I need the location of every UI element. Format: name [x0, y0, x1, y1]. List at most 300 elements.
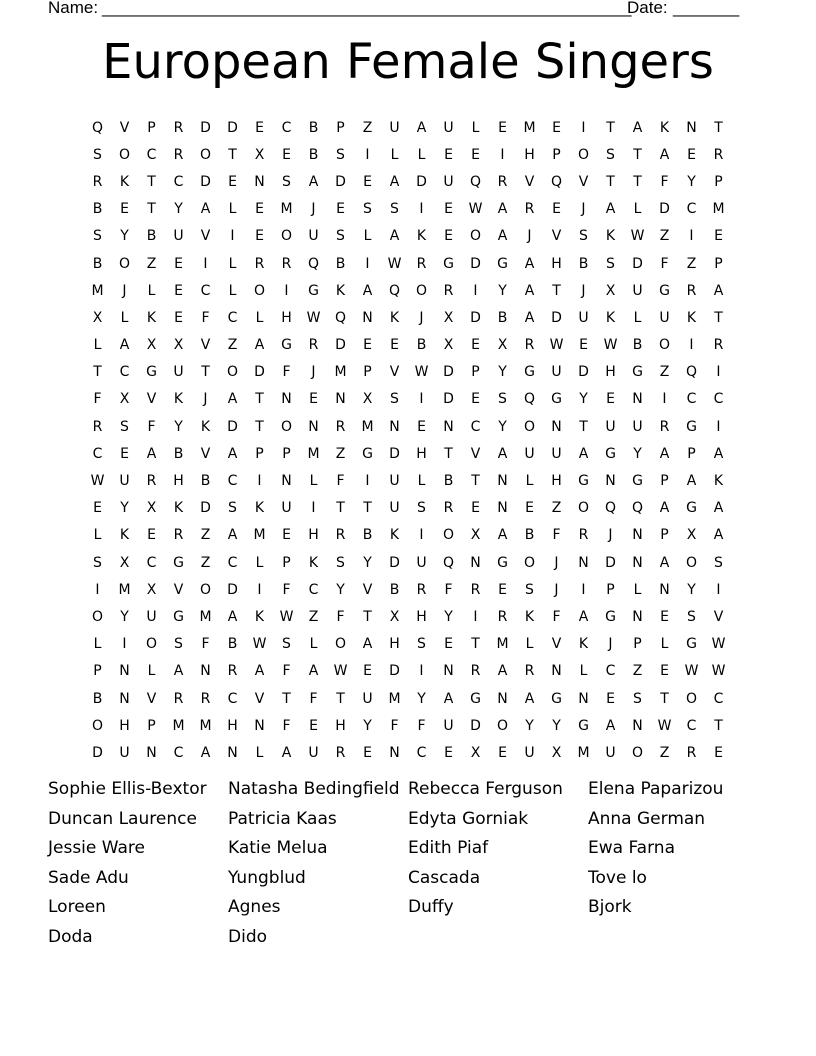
grid-letter: Y [120, 608, 129, 625]
grid-letter: N [497, 500, 508, 517]
grid-letter: J [608, 636, 613, 653]
grid-letter: S [228, 500, 237, 517]
grid-letter: O [577, 500, 590, 517]
grid-letter: E [255, 228, 264, 245]
grid-letter: F [417, 717, 426, 734]
grid-row [84, 522, 732, 549]
grid-letter: T [714, 309, 723, 326]
grid-letter: A [524, 690, 535, 707]
word-list-item: Loreen [48, 897, 106, 918]
grid-letter: T [363, 608, 372, 625]
grid-letter: R [146, 473, 157, 490]
grid-letter: U [119, 473, 130, 490]
grid-letter: E [525, 500, 534, 517]
grid-letter: Z [146, 255, 157, 272]
grid-letter: E [687, 146, 696, 163]
grid-letter: U [605, 418, 616, 435]
grid-letter: Y [498, 364, 507, 381]
grid-letter: T [471, 473, 480, 490]
grid-letter: C [173, 744, 184, 761]
grid-letter: E [660, 608, 669, 625]
grid-letter: S [687, 608, 696, 625]
grid-letter: V [173, 581, 184, 598]
grid-letter: H [119, 717, 130, 734]
grid-letter: L [390, 146, 399, 163]
grid-row [84, 304, 732, 331]
grid-letter: N [389, 418, 400, 435]
grid-letter: L [633, 581, 642, 598]
grid-letter: E [579, 337, 588, 354]
grid-letter: Q [388, 282, 401, 299]
grid-letter: N [119, 663, 130, 680]
grid-letter: W [387, 255, 402, 272]
grid-letter: R [173, 690, 184, 707]
grid-letter: S [714, 554, 723, 571]
grid-letter: A [578, 608, 589, 625]
grid-letter: F [660, 255, 669, 272]
grid-letter: T [336, 500, 345, 517]
grid-letter: E [660, 663, 669, 680]
grid-letter: Y [120, 228, 129, 245]
grid-letter: U [281, 500, 292, 517]
grid-letter: N [119, 690, 130, 707]
grid-letter: K [335, 282, 346, 299]
grid-letter: N [335, 391, 346, 408]
grid-letter: L [309, 636, 318, 653]
grid-letter: U [389, 500, 400, 517]
grid-letter: Q [469, 173, 482, 190]
grid-letter: I [581, 581, 586, 598]
grid-letter: X [146, 337, 157, 354]
grid-letter: T [255, 418, 264, 435]
grid-letter: N [254, 717, 265, 734]
grid-letter: A [389, 173, 400, 190]
grid-letter: A [416, 119, 427, 136]
grid-letter: N [281, 391, 292, 408]
grid-letter: A [497, 228, 508, 245]
grid-letter: D [632, 255, 643, 272]
grid-letter: J [527, 228, 532, 245]
grid-letter: M [253, 527, 266, 544]
page-title: European Female Singers [102, 34, 714, 90]
grid-letter: T [363, 500, 372, 517]
grid-letter: T [147, 173, 156, 190]
name-label: Name: [48, 0, 99, 17]
grid-letter: L [471, 119, 480, 136]
grid-letter: A [497, 663, 508, 680]
grid-letter: U [659, 309, 670, 326]
grid-letter: L [660, 636, 669, 653]
grid-letter: A [200, 201, 211, 218]
grid-letter: S [417, 636, 426, 653]
grid-letter: I [203, 255, 208, 272]
grid-letter: L [255, 554, 264, 571]
grid-row [84, 250, 732, 277]
word-list-item: Elena Paparizou [588, 779, 724, 799]
word-list-item: Duffy [408, 897, 454, 918]
grid-letter: A [254, 337, 265, 354]
grid-letter: N [389, 744, 400, 761]
grid-letter: K [713, 473, 724, 490]
grid-letter: W [549, 337, 564, 354]
grid-letter: E [444, 228, 453, 245]
grid-letter: E [174, 282, 183, 299]
grid-letter: A [713, 527, 724, 544]
grid-letter: I [689, 228, 694, 245]
grid-letter: F [282, 364, 291, 381]
grid-letter: X [470, 527, 481, 544]
grid-letter: O [118, 146, 131, 163]
grid-letter: C [119, 364, 130, 381]
grid-letter: U [173, 364, 184, 381]
grid-letter: E [147, 527, 156, 544]
grid-letter: X [389, 608, 400, 625]
grid-letter: B [308, 119, 319, 136]
grid-letter: D [200, 173, 211, 190]
grid-letter: E [363, 663, 372, 680]
grid-letter: Z [632, 663, 643, 680]
grid-letter: B [200, 473, 211, 490]
grid-letter: X [119, 554, 130, 571]
grid-letter: K [524, 608, 535, 625]
grid-letter: K [605, 309, 616, 326]
grid-letter: X [443, 309, 454, 326]
word-list-item: Doda [48, 927, 93, 947]
grid-letter: B [146, 228, 157, 245]
grid-letter: X [443, 337, 454, 354]
grid-letter: S [390, 201, 399, 218]
grid-letter: C [686, 201, 697, 218]
grid-letter: O [118, 255, 131, 272]
grid-letter: L [417, 473, 426, 490]
grid-letter: A [713, 500, 724, 517]
grid-letter: A [362, 636, 373, 653]
grid-row [84, 277, 732, 304]
grid-letter: R [713, 337, 724, 354]
grid-letter: O [469, 228, 482, 245]
grid-letter: F [309, 690, 318, 707]
grid-letter: S [363, 201, 372, 218]
grid-letter: O [415, 282, 428, 299]
grid-row [84, 196, 732, 223]
grid-letter: M [523, 119, 536, 136]
grid-letter: C [227, 309, 238, 326]
word-list-item: Tove lo [588, 867, 647, 888]
grid-row [84, 603, 732, 630]
grid-letter: M [199, 717, 212, 734]
grid-letter: H [281, 309, 292, 326]
grid-letter: B [92, 201, 103, 218]
grid-letter: N [632, 391, 643, 408]
grid-letter: L [633, 201, 642, 218]
grid-letter: P [147, 717, 156, 734]
grid-letter: A [713, 445, 724, 462]
grid-letter: X [470, 744, 481, 761]
grid-letter: N [281, 473, 292, 490]
grid-letter: A [227, 527, 238, 544]
grid-letter: C [308, 581, 319, 598]
grid-row [84, 467, 732, 494]
word-list-item: Anna German [588, 808, 706, 829]
grid-letter: V [146, 690, 157, 707]
grid-letter: T [255, 391, 264, 408]
grid-letter: S [525, 581, 534, 598]
grid-letter: M [712, 201, 725, 218]
grid-letter: N [227, 744, 238, 761]
grid-letter: N [605, 473, 616, 490]
grid-letter: I [500, 146, 505, 163]
grid-letter: K [389, 527, 400, 544]
grid-letter: F [660, 173, 669, 190]
grid-letter: U [551, 445, 562, 462]
grid-letter: I [257, 473, 262, 490]
grid-letter: F [552, 608, 561, 625]
grid-letter: A [605, 201, 616, 218]
grid-letter: R [92, 418, 103, 435]
grid-letter: Y [336, 581, 345, 598]
grid-letter: A [713, 282, 724, 299]
grid-letter: A [659, 554, 670, 571]
grid-letter: M [334, 364, 347, 381]
grid-letter: R [659, 418, 670, 435]
grid-letter: R [470, 581, 481, 598]
grid-letter: J [608, 527, 613, 544]
grid-letter: U [605, 744, 616, 761]
grid-letter: C [605, 663, 616, 680]
grid-letter: A [497, 445, 508, 462]
grid-letter: D [605, 554, 616, 571]
grid-letter: C [173, 173, 184, 190]
grid-letter: V [362, 581, 373, 598]
grid-letter: E [255, 201, 264, 218]
grid-letter: S [336, 146, 345, 163]
grid-letter: D [335, 337, 346, 354]
grid-letter: P [255, 445, 264, 462]
grid-letter: V [146, 391, 157, 408]
grid-letter: I [230, 228, 235, 245]
grid-letter: A [308, 173, 319, 190]
grid-letter: F [282, 717, 291, 734]
grid-letter: J [311, 201, 316, 218]
grid-letter: J [554, 581, 559, 598]
word-list-item: Jessie Ware [48, 838, 145, 859]
grid-letter: R [335, 418, 346, 435]
grid-letter: Q [604, 500, 617, 517]
grid-letter: N [497, 473, 508, 490]
grid-letter: Q [631, 500, 644, 517]
grid-letter: W [279, 608, 294, 625]
grid-letter: F [390, 717, 399, 734]
grid-letter: U [308, 744, 319, 761]
grid-letter: X [173, 337, 184, 354]
grid-letter: N [254, 173, 265, 190]
grid-letter: E [363, 744, 372, 761]
grid-letter: D [443, 364, 454, 381]
grid-letter: V [254, 690, 265, 707]
grid-letter: L [309, 473, 318, 490]
grid-letter: U [632, 282, 643, 299]
grid-letter: E [174, 309, 183, 326]
grid-letter: H [416, 608, 427, 625]
grid-letter: A [173, 663, 184, 680]
grid-letter: N [362, 309, 373, 326]
grid-letter: D [470, 255, 481, 272]
grid-letter: W [90, 473, 105, 490]
grid-row [84, 576, 732, 603]
grid-letter: A [524, 282, 535, 299]
grid-letter: G [497, 554, 508, 571]
grid-letter: M [307, 445, 320, 462]
grid-letter: A [524, 255, 535, 272]
grid-letter: V [200, 445, 211, 462]
grid-letter: Z [362, 119, 373, 136]
grid-letter: D [389, 663, 400, 680]
grid-letter: L [255, 309, 264, 326]
grid-letter: A [362, 282, 373, 299]
grid-letter: G [632, 473, 643, 490]
grid-letter: A [227, 391, 238, 408]
grid-letter: Y [363, 554, 372, 571]
grid-letter: K [200, 418, 211, 435]
grid-letter: Y [444, 608, 453, 625]
grid-letter: G [686, 500, 697, 517]
word-list-item: Dido [228, 927, 268, 947]
grid-letter: Z [659, 364, 670, 381]
grid-letter: K [578, 636, 589, 653]
grid-letter: K [605, 228, 616, 245]
grid-row [84, 332, 732, 359]
grid-letter: R [713, 146, 724, 163]
grid-letter: C [281, 119, 292, 136]
grid-letter: L [633, 309, 642, 326]
grid-letter: T [336, 690, 345, 707]
grid-letter: A [524, 309, 535, 326]
grid-letter: C [146, 554, 157, 571]
grid-letter: U [389, 119, 400, 136]
grid-letter: D [470, 309, 481, 326]
grid-letter: R [308, 337, 319, 354]
grid-letter: V [524, 173, 535, 190]
grid-letter: K [254, 608, 265, 625]
grid-letter: D [227, 119, 238, 136]
grid-letter: G [308, 282, 319, 299]
grid-letter: X [362, 391, 373, 408]
grid-letter: I [419, 663, 424, 680]
grid-row [84, 495, 732, 522]
grid-letter: A [227, 608, 238, 625]
grid-letter: N [578, 690, 589, 707]
grid-letter: Z [686, 255, 697, 272]
grid-letter: E [444, 636, 453, 653]
grid-letter: D [92, 744, 103, 761]
grid-letter: Y [363, 717, 372, 734]
grid-row [84, 739, 732, 766]
grid-letter: R [524, 201, 535, 218]
grid-letter: B [389, 581, 400, 598]
grid-letter: F [336, 473, 345, 490]
grid-letter: A [200, 744, 211, 761]
grid-letter: D [551, 309, 562, 326]
grid-letter: P [606, 581, 615, 598]
grid-letter: O [199, 146, 212, 163]
grid-letter: C [416, 744, 427, 761]
grid-letter: Z [200, 527, 211, 544]
grid-letter: P [714, 173, 723, 190]
grid-letter: A [389, 228, 400, 245]
grid-letter: L [363, 228, 372, 245]
grid-letter: G [362, 445, 373, 462]
grid-letter: E [390, 337, 399, 354]
date-field: _______ [673, 0, 740, 17]
grid-letter: T [471, 636, 480, 653]
word-list-item: Yungblud [228, 867, 306, 888]
grid-letter: P [633, 636, 642, 653]
grid-letter: I [122, 636, 127, 653]
grid-letter: Y [174, 418, 183, 435]
grid-letter: E [606, 690, 615, 707]
grid-letter: E [444, 201, 453, 218]
grid-letter: O [685, 554, 698, 571]
grid-letter: J [581, 282, 586, 299]
grid-letter: B [416, 337, 427, 354]
grid-letter: O [658, 337, 671, 354]
grid-letter: E [444, 744, 453, 761]
grid-letter: O [442, 527, 455, 544]
grid-letter: R [443, 282, 454, 299]
grid-letter: F [282, 581, 291, 598]
grid-letter: E [471, 337, 480, 354]
grid-letter: A [308, 663, 319, 680]
grid-letter: S [633, 690, 642, 707]
grid-letter: W [252, 636, 267, 653]
grid-letter: X [92, 309, 103, 326]
grid-letter: L [147, 282, 156, 299]
grid-letter: N [632, 527, 643, 544]
grid-letter: L [93, 527, 102, 544]
grid-letter: A [659, 445, 670, 462]
grid-letter: N [632, 717, 643, 734]
grid-letter: E [255, 119, 264, 136]
grid-letter: H [389, 636, 400, 653]
grid-letter: R [443, 500, 454, 517]
grid-letter: O [253, 282, 266, 299]
grid-letter: Q [523, 391, 536, 408]
word-list-item: Agnes [228, 897, 281, 918]
grid-letter: A [281, 744, 292, 761]
grid-letter: F [93, 391, 102, 408]
grid-letter: D [443, 391, 454, 408]
grid-letter: L [147, 663, 156, 680]
grid-letter: B [227, 636, 238, 653]
grid-letter: H [335, 717, 346, 734]
grid-letter: W [603, 337, 618, 354]
grid-letter: K [146, 309, 157, 326]
grid-letter: R [281, 255, 292, 272]
grid-letter: N [551, 418, 562, 435]
grid-letter: M [496, 636, 509, 653]
grid-letter: F [201, 309, 210, 326]
grid-letter: C [227, 473, 238, 490]
grid-letter: C [227, 554, 238, 571]
grid-letter: L [93, 636, 102, 653]
grid-letter: Z [551, 500, 562, 517]
grid-letter: N [146, 744, 157, 761]
grid-letter: L [228, 255, 237, 272]
grid-letter: Y [498, 418, 507, 435]
word-list-item: Edith Piaf [408, 838, 489, 859]
grid-letter: V [200, 337, 211, 354]
grid-letter: Z [200, 554, 211, 571]
